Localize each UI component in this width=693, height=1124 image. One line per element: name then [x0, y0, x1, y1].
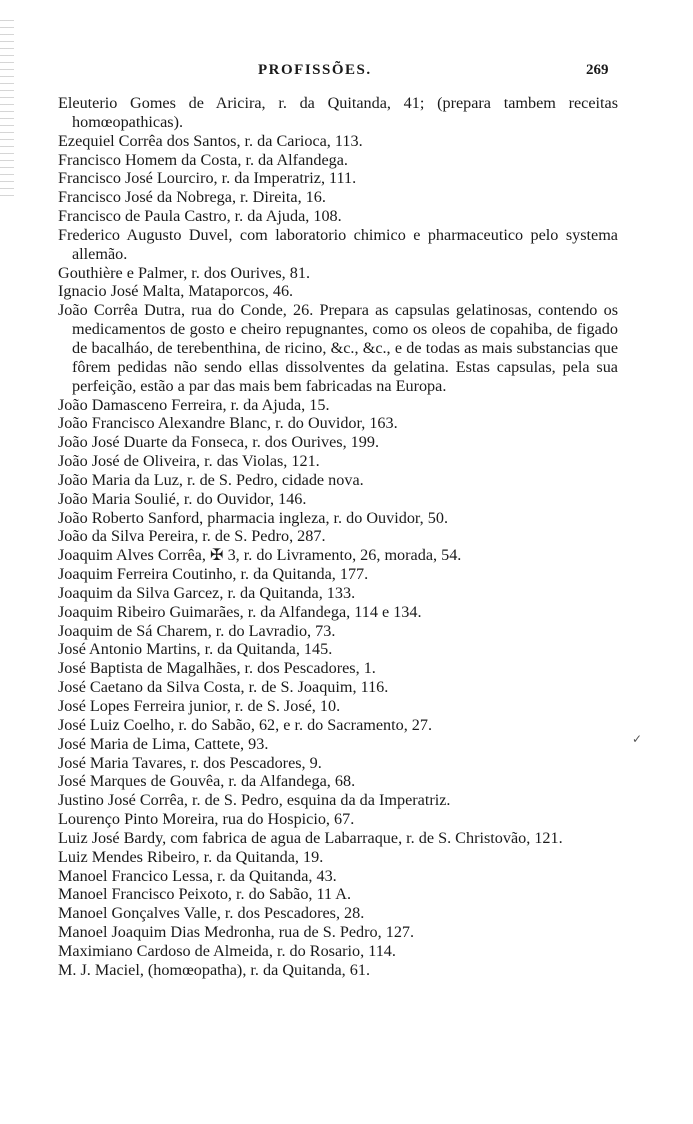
directory-entries: [58, 94, 618, 980]
page-header-title: PROFISSÕES.: [258, 62, 372, 78]
directory-entry: Gouthière e Palmer, r. dos Ourives, 81.: [58, 263, 311, 282]
stray-ink-mark: ✓: [632, 732, 643, 746]
directory-entry: José Lopes Ferreira junior, r. de S. José, 10.: [58, 697, 341, 715]
directory-entry: Joaquim Ferreira Coutinho, r. da Quitanda, 177.: [58, 565, 369, 584]
directory-entry: João Maria Soulié, r. do Ouvidor, 146.: [58, 489, 307, 508]
directory-entry: João José Duarte da Fonseca, r. dos Ourives, 199.: [58, 433, 379, 452]
directory-entry: Manoel Joaquim Dias Medronha, rua de S. Pedro, 127.: [58, 923, 415, 942]
page-edge-marks: [0, 20, 14, 200]
directory-entry: José Baptista de Magalhães, r. dos Pescadores, 1.: [58, 659, 376, 678]
directory-entry: José Caetano da Silva Costa, r. de S. Joaquim, 116.: [58, 678, 389, 697]
directory-entry: Francisco José Lourciro, r. da Imperatriz, 111.: [58, 169, 357, 188]
directory-entry: José Marques de Gouvêa, r. da Alfandega, 68.: [58, 772, 356, 791]
directory-entry: Manoel Francisco Peixoto, r. do Sabão, 11 A.: [58, 885, 351, 904]
directory-entry: João Damasceno Ferreira, r. da Ajuda, 15.: [58, 395, 330, 414]
directory-entry: Justino José Corrêa, r. de S. Pedro, esquina da da Imperatriz.: [58, 791, 451, 810]
directory-entry: Frederico Augusto Duvel, com laboratorio chimico e pharmaceutico pelo systema allemão.: [58, 225, 618, 263]
directory-entry: Joaquim Alves Corrêa, ✠ 3, r. do Livramento, 26, morada, 54.: [58, 546, 462, 565]
directory-entry: João Maria da Luz, r. de S. Pedro, cidade nova.: [58, 470, 364, 489]
directory-entry: José Antonio Martins, r. da Quitanda, 145.: [58, 640, 333, 659]
directory-entry: Luiz Mendes Ribeiro, r. da Quitanda, 19.: [58, 847, 324, 866]
directory-entry: Manoel Francico Lessa, r. da Quitanda, 43.: [58, 866, 337, 885]
directory-entry: Francisco Homem da Costa, r. da Alfandega.: [58, 150, 348, 169]
directory-entry: Ignacio José Malta, Mataporcos, 46.: [58, 282, 294, 301]
directory-entry: Joaquim Ribeiro Guimarães, r. da Alfandega, 114 e 134.: [58, 602, 422, 621]
directory-entry: Joaquim da Silva Garcez, r. da Quitanda, 133.: [58, 583, 356, 602]
directory-entry: M. J. Maciel, (homœopatha), r. da Quitanda, 61.: [58, 960, 370, 979]
directory-entry: Eleuterio Gomes de Aricira, r. da Quitanda, 41; (prepara tambem receitas homœopathicas).: [58, 94, 618, 131]
directory-entry: Ezequiel Corrêa dos Santos, r. da Carioca, 113.: [58, 131, 363, 150]
directory-entry: Luiz José Bardy, com fabrica de agua de Labarraque, r. de S. Christovão, 121.: [58, 828, 563, 847]
directory-entry: João Corrêa Dutra, rua do Conde, 26. Prepara as capsulas gelatinosas, contendo os medicamentos de gosto e cheiro repugnantes, como os oleos de copahiba, de figado de bacalháo, de terebenthina, de ricino, &c., &c., e de todas as mais substancias que fôrem pedidas não sendo ellas dissolventes da gelatina. Estas capsulas, pela sua perfeição, estão a par das mais bem fabricadas na Europa.: [58, 301, 618, 395]
directory-entry: Manoel Gonçalves Valle, r. dos Pescadores, 28.: [58, 904, 365, 923]
directory-entry: João José de Oliveira, r. das Violas, 121.: [58, 452, 320, 471]
directory-entry: João da Silva Pereira, r. de S. Pedro, 287.: [58, 527, 326, 546]
page-number: 269: [586, 62, 609, 78]
directory-entry: José Maria de Lima, Cattete, 93.: [58, 734, 269, 753]
directory-entry: Joaquim de Sá Charem, r. do Lavradio, 73.: [58, 621, 336, 640]
directory-entry: Lourenço Pinto Moreira, rua do Hospicio, 67.: [58, 810, 355, 829]
directory-entry: José Maria Tavares, r. dos Pescadores, 9.: [58, 753, 322, 772]
directory-entry: Francisco de Paula Castro, r. da Ajuda, 108.: [58, 207, 342, 226]
directory-entry: Francisco José da Nobrega, r. Direita, 16.: [58, 188, 326, 207]
running-header: [0, 62, 693, 88]
directory-entry: Maximiano Cardoso de Almeida, r. do Rosario, 114.: [58, 941, 396, 960]
directory-entry: João Francisco Alexandre Blanc, r. do Ouvidor, 163.: [58, 414, 398, 433]
directory-entry: José Luiz Coelho, r. do Sabão, 62, e r. do Sacramento, 27.: [58, 715, 433, 734]
directory-entry: João Roberto Sanford, pharmacia ingleza, r. do Ouvidor, 50.: [58, 508, 449, 527]
